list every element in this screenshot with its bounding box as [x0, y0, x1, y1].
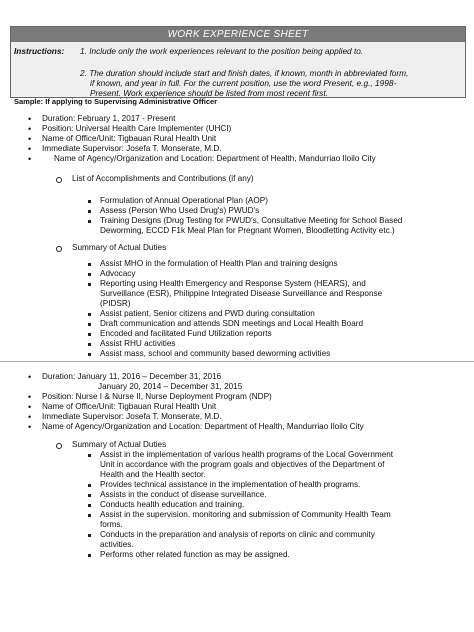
entry1-duty: Assist RHU activities [100, 339, 176, 348]
square-bullet-icon [88, 484, 91, 487]
sample-label: Sample: If applying to Supervising Administrative Officer [14, 97, 218, 106]
entry1-duty: Assist patient, Senior citizens and PWD during consultation [100, 309, 315, 318]
section-divider [0, 361, 474, 362]
instructions-label: Instructions: [14, 46, 65, 56]
circle-bullet-icon [56, 443, 62, 449]
entry1-position: Position: Universal Health Care Implementer (UHCI) [42, 124, 232, 133]
instruction-2-line-3: Present. Work experience should be listed from most recent first. [90, 88, 328, 98]
square-bullet-icon [88, 210, 91, 213]
bullet-icon: • [28, 114, 32, 124]
entry2-duty-cont: activities. [100, 540, 134, 549]
circle-bullet-icon [56, 177, 62, 183]
entry2-duty-cont: forms. [100, 520, 123, 529]
bullet-icon: • [28, 412, 32, 422]
entry1-accomplishments-label: List of Accomplishments and Contributions (if any) [72, 174, 254, 183]
entry2-duration-cont: January 20, 2014 – December 31, 2015 [98, 382, 243, 391]
instruction-1: 1. Include only the work experiences relevant to the position being applied to. [80, 46, 364, 56]
square-bullet-icon [88, 323, 91, 326]
square-bullet-icon [88, 313, 91, 316]
square-bullet-icon [88, 273, 91, 276]
square-bullet-icon [88, 454, 91, 457]
circle-bullet-icon [56, 246, 62, 252]
entry2-duty: Conducts health education and training. [100, 500, 245, 509]
square-bullet-icon [88, 200, 91, 203]
square-bullet-icon [88, 220, 91, 223]
instruction-2-line-2: if known, and year in full. For the current position, use the word Present, e.g., 1998- [90, 78, 397, 88]
entry1-duty: Assist mass, school and community based deworming activities [100, 349, 331, 358]
entry1-supervisor: Immediate Supervisor: Josefa T. Monserate, M.D. [42, 144, 222, 153]
entry1-accomplishment: Assess (Person Who Used Drug's) PWUD's [100, 206, 260, 215]
square-bullet-icon [88, 494, 91, 497]
bullet-icon: • [28, 134, 32, 144]
entry1-agency: Name of Agency/Organization and Location: Department of Health, Mandurriao Iloilo City [54, 154, 376, 163]
bullet-icon: • [28, 422, 32, 432]
sheet-title: WORK EXPERIENCE SHEET [11, 27, 465, 42]
entry1-duty: Reporting using Health Emergency and Response System (HEARS), and [100, 279, 366, 288]
entry1-accomplishment: Training Designs (Drug Testing for PWUD's, Consultative Meeting for School Based [100, 216, 403, 225]
bullet-icon: • [28, 124, 32, 134]
bullet-icon: • [28, 154, 32, 164]
square-bullet-icon [88, 283, 91, 286]
entry2-duty-cont: Unit in accordance with the program goals and objectives of the Department of [100, 460, 385, 469]
entry2-duty: Assist in the supervision. monitoring and submission of Community Health Team [100, 510, 391, 519]
entry2-duty: Conducts in the preparation and analysis of reports on clinic and community [100, 530, 375, 539]
entry2-duties-label: Summary of Actual Duties [72, 440, 167, 449]
bullet-icon: • [28, 392, 32, 402]
entry2-duty: Performs other related function as may be assigned. [100, 550, 290, 559]
square-bullet-icon [88, 353, 91, 356]
entry1-office: Name of Office/Unit: Tigbauan Rural Health Unit [42, 134, 217, 143]
entry2-duty: Assists in the conduct of disease surveillance. [100, 490, 267, 499]
square-bullet-icon [88, 534, 91, 537]
bullet-icon: • [28, 144, 32, 154]
instruction-2-line-1: 2. The duration should include start and finish dates, if known, month in abbreviated form, [80, 68, 409, 78]
entry2-duty-cont: Health and the Health sector. [100, 470, 206, 479]
square-bullet-icon [88, 333, 91, 336]
entry2-agency: Name of Agency/Organization and Location: Department of Health, Mandurriao Iloilo City [42, 422, 364, 431]
square-bullet-icon [88, 263, 91, 266]
entry1-duty: Encoded and facilitated Fund Utilization reports [100, 329, 272, 338]
square-bullet-icon [88, 504, 91, 507]
entry1-duties-label: Summary of Actual Duties [72, 243, 167, 252]
square-bullet-icon [88, 343, 91, 346]
entry2-duration: Duration: January 11, 2016 – December 31, 2016 [42, 372, 222, 381]
entry1-duty: Draft communication and attends SDN meetings and Local Health Board [100, 319, 364, 328]
entry1-duty-cont: Surveillance (ESR), Philippine Integrated Disease Surveillance and Response [100, 289, 383, 298]
square-bullet-icon [88, 514, 91, 517]
entry1-accomplishment-cont: Deworming, ECCD F1k Meal Plan for Pregnant Women, Bloodletting Activity etc.) [100, 226, 395, 235]
entry1-duty-cont: (PIDSR) [100, 299, 131, 308]
entry1-duration: Duration: February 1, 2017 - Present [42, 114, 176, 123]
entry2-duty: Provides technical assistance in the implementation of health programs. [100, 480, 361, 489]
entry2-supervisor: Immediate Supervisor: Josefa T. Monserate, M.D. [42, 412, 222, 421]
bullet-icon: • [28, 402, 32, 412]
entry2-position: Position: Nurse I & Nurse II, Nurse Deployment Program (NDP) [42, 392, 272, 401]
entry2-duty: Assist in the implementation of various health programs of the Local Government [100, 450, 394, 459]
entry1-duty: Assist MHO in the formulation of Health Plan and training designs [100, 259, 338, 268]
entry2-office: Name of Office/Unit: Tigbauan Rural Health Unit [42, 402, 217, 411]
entry1-accomplishment: Formulation of Annual Operational Plan (AOP) [100, 196, 268, 205]
entry1-duty: Advocacy [100, 269, 136, 278]
square-bullet-icon [88, 554, 91, 557]
bullet-icon: • [28, 372, 32, 382]
